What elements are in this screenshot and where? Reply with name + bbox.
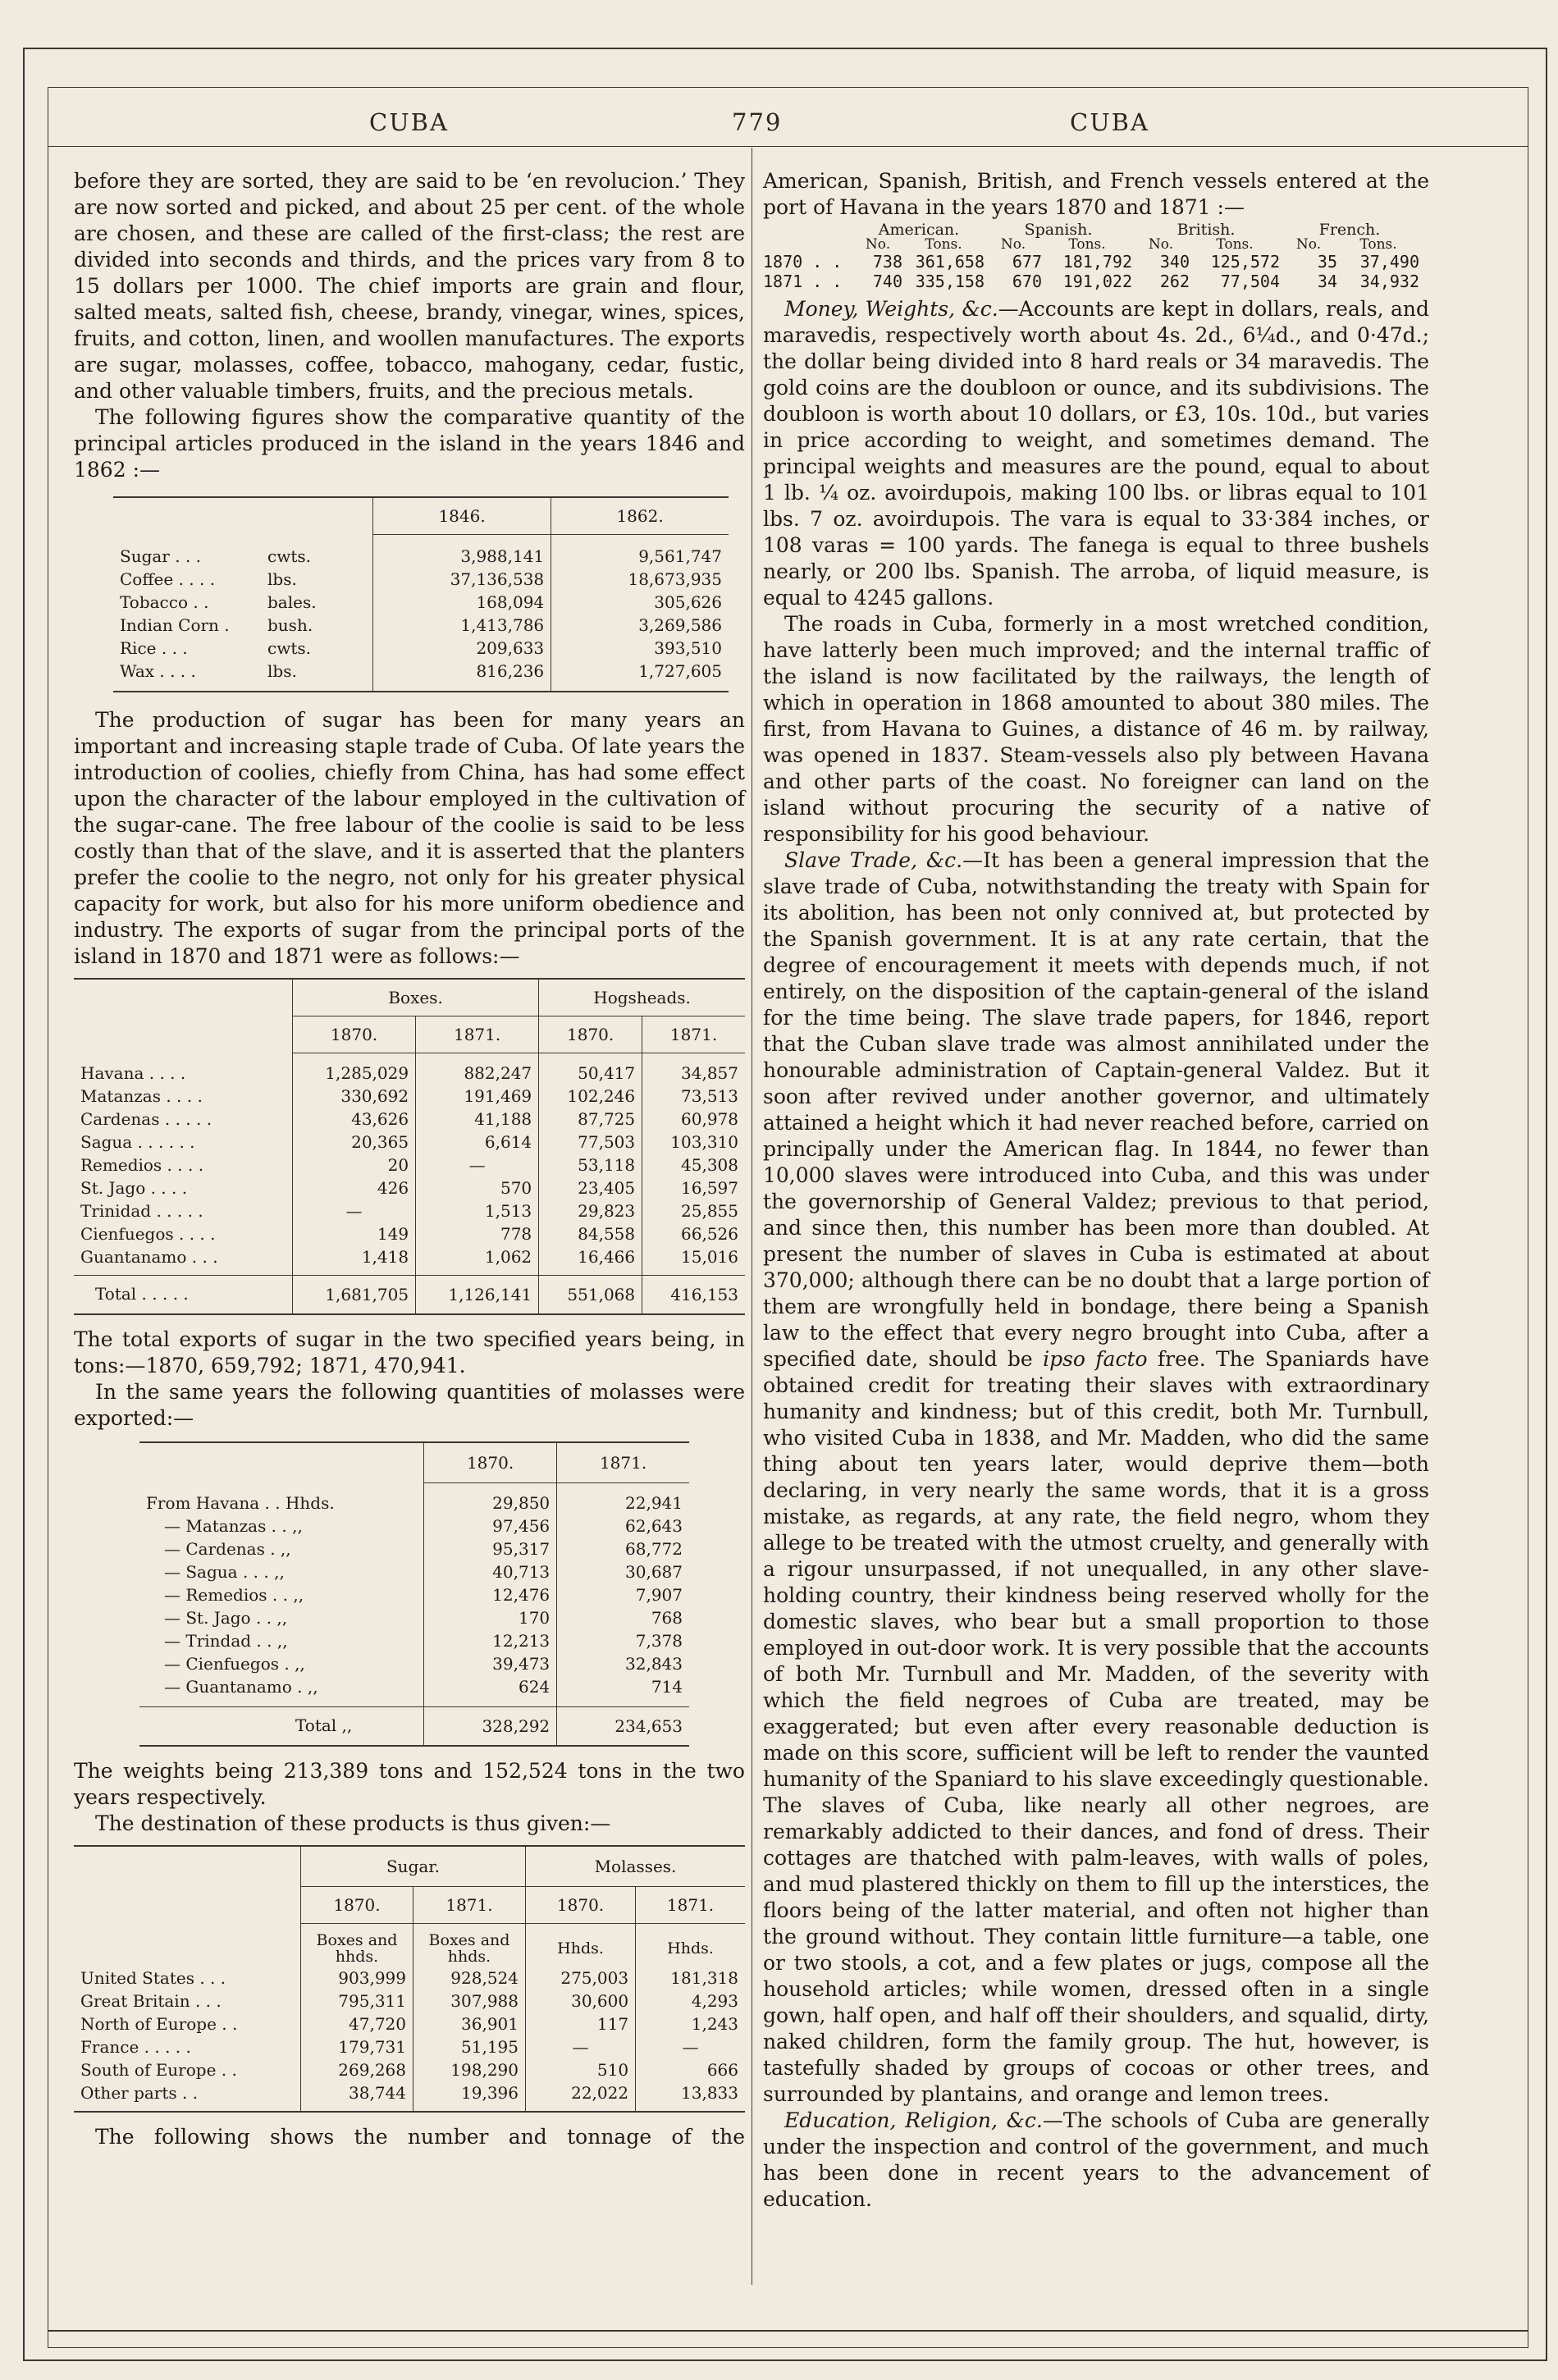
paragraph: In the same years the following quantities of molasses were exported:— bbox=[74, 1380, 745, 1430]
value: 426 bbox=[293, 1176, 416, 1199]
value: 1,513 bbox=[416, 1199, 539, 1222]
value: 740 bbox=[872, 272, 902, 291]
value: 45,308 bbox=[642, 1153, 745, 1176]
table-row bbox=[113, 535, 729, 569]
value: 125,572 bbox=[1210, 252, 1280, 272]
value: 34,857 bbox=[642, 1053, 745, 1085]
value: — bbox=[526, 2035, 636, 2058]
value: 1,418 bbox=[293, 1245, 416, 1276]
value: 84,558 bbox=[539, 1222, 642, 1245]
paragraph: before they are sorted, they are said to be ‘en revolucion.’ They are now sorted and picked, and about 25 per cent. of the whole are chosen, and these are called of the first-class; the rest are divided into seconds and thirds, and the prices vary from 8 to 15 dollars per 1000. The chief imports are grain and flour, salted meats, salted fish, cheese, brandy, vinegar, wines, spices, fruits, and cotton, linen, and woollen manufactures. The exports are sugar, molasses, coffee, tobacco, mahogany, cedar, fustic, and other valuable timbers, fruits, and the precious metals. bbox=[74, 169, 745, 403]
value: 170 bbox=[424, 1606, 557, 1629]
group-boxes: Boxes. bbox=[293, 980, 539, 1016]
section-text: free. The Spaniards have obtained credit for treating their slaves with extraordinary humanity and kindness; but of this credit, both Mr. Turnbull, who visited Cuba in 1838, and Mr. Madden, who did the same thing about ten years later, would deprive them—both declaring, in very nearly the same words, that it is a gross mistake, as regards, at any rate, the field negro, whom they allege to be treated with the utmost cruelty, and generally with a rigour unsurpassed, if not unequalled, in any other slave-holding country, their kindness being reserved wholly for the domestic slaves, who bear but a small proportion to those employed in out-door work. It is very possible that the accounts of both Mr. Turnbull and Mr. Madden, of the severity with which the field negroes of Cuba are treated, may be exaggerated; but even after every reasonable deduction is made on this score, sufficient will be left to render the vaunted humanity of the Spaniard to his slave exceedingly questionable. The slaves of Cuba, like nearly all other negroes, are remarkably addicted to their dances, and fond of dress. Their cottages are thatched with palm-leaves, with walls of poles, and mud plastered thickly on them to fill up the interstices, the floors being of the latter material, and often not higher than the ground without. They contain little furniture—a table, one or two stools, a cot, and a few plates or jugs, compose all the household articles; while women, dressed often in a single gown, half open, and half off their shoulders, and squalid, dirty, naked children, form the family group. The hut, however, is tastefully shaded by groups of cocoas or other trees, and surrounded by plantains, and orange and lemon trees. bbox=[763, 1347, 1430, 2106]
port: Havana . . . . bbox=[80, 1062, 186, 1083]
section-text: —The schools of Cuba are generally under the inspection and control of the government, and much has been done in recent years to the advancement of education. bbox=[763, 2108, 1429, 2211]
value: 670 bbox=[1012, 272, 1042, 291]
value: 39,473 bbox=[424, 1652, 557, 1675]
port: Cienfuegos . . . . bbox=[80, 1224, 216, 1244]
value: 34,932 bbox=[1359, 272, 1419, 291]
value: 179,731 bbox=[301, 2035, 413, 2058]
value: 714 bbox=[557, 1675, 689, 1707]
total-value: 1,126,141 bbox=[416, 1276, 539, 1314]
value: 768 bbox=[557, 1606, 689, 1629]
sugar-exports-table bbox=[74, 978, 745, 1315]
year: 1870 . . bbox=[763, 252, 843, 272]
col-year: 1870. bbox=[526, 1887, 636, 1924]
table-row bbox=[139, 1483, 689, 1515]
nation: Spanish. bbox=[1024, 221, 1093, 239]
paragraph: The weights being 213,389 tons and 152,524 tons in the two years respectively. bbox=[74, 1759, 745, 1809]
sub-label: No. bbox=[1148, 236, 1174, 253]
source: — St. Jago . . ,, bbox=[164, 1608, 288, 1628]
value: 330,692 bbox=[293, 1085, 416, 1108]
sub-label: Tons. bbox=[925, 236, 962, 253]
sub-label: Tons. bbox=[1216, 236, 1254, 253]
source: — Trindad . . ,, bbox=[164, 1631, 288, 1651]
paragraph: The destination of these products is thus given:— bbox=[95, 1811, 611, 1835]
total-value: 551,068 bbox=[539, 1276, 642, 1314]
col-year: 1871. bbox=[416, 1016, 539, 1053]
value: 1,413,786 bbox=[373, 614, 551, 637]
table-row bbox=[74, 2035, 745, 2058]
value: 103,310 bbox=[642, 1131, 745, 1153]
page-number: 779 bbox=[732, 108, 783, 136]
col-year: 1870. bbox=[293, 1016, 416, 1053]
table-row bbox=[139, 1514, 689, 1537]
col-1846: 1846. bbox=[373, 498, 551, 535]
paragraph: The roads in Cuba, formerly in a most wretched condition, have latterly been much improved; and the internal traffic of the island is now facilitated by the railways, the length of which in operation in 1868 amounted to about 380 miles. The first, from Havana to Guines, a distance of 46 m. by railway, was opened in 1837. Steam-vessels also ply between Havana and other parts of the coast. No foreigner can land on the island without procuring the security of a native of responsibility for his good behaviour. bbox=[763, 612, 1429, 846]
value: 181,318 bbox=[636, 1967, 745, 1989]
value: 95,317 bbox=[424, 1537, 557, 1560]
value: 29,823 bbox=[539, 1199, 642, 1222]
unit: lbs. bbox=[267, 661, 297, 681]
value: 1,243 bbox=[636, 2012, 745, 2035]
sub-label: Tons. bbox=[1068, 236, 1106, 253]
group-molasses: Molasses. bbox=[526, 1847, 746, 1887]
right-column bbox=[763, 168, 1429, 2213]
item: Rice . . . bbox=[120, 638, 188, 658]
total-value: 328,292 bbox=[424, 1707, 557, 1746]
port: Cardenas . . . . . bbox=[80, 1109, 212, 1129]
item: Indian Corn . bbox=[120, 615, 230, 635]
value: 15,016 bbox=[642, 1245, 745, 1276]
value: 29,850 bbox=[424, 1483, 557, 1515]
value: 393,510 bbox=[551, 637, 729, 660]
total-row bbox=[74, 1276, 745, 1314]
group-sugar: Sugar. bbox=[301, 1847, 526, 1887]
unit-label: Boxes and hhds. bbox=[301, 1924, 413, 1967]
destination: France . . . . . bbox=[80, 2037, 191, 2057]
value: 68,772 bbox=[557, 1537, 689, 1560]
table-row bbox=[74, 1245, 745, 1276]
paragraph bbox=[763, 296, 1429, 611]
destination: Other parts . . bbox=[80, 2083, 199, 2103]
table-row bbox=[113, 614, 729, 637]
value: 361,658 bbox=[915, 252, 985, 272]
item: Tobacco . . bbox=[120, 592, 209, 612]
value: 43,626 bbox=[293, 1108, 416, 1131]
table-row bbox=[139, 1629, 689, 1652]
value: 12,476 bbox=[424, 1583, 557, 1606]
table-row bbox=[113, 568, 729, 591]
source: — Remedios . . ,, bbox=[164, 1585, 304, 1605]
port: Matanzas . . . . bbox=[80, 1086, 203, 1106]
col-year: 1871. bbox=[636, 1887, 745, 1924]
table-row bbox=[74, 1989, 745, 2012]
footer-rule bbox=[48, 2330, 1528, 2332]
year: 1871 . . bbox=[763, 272, 843, 291]
value: 1,727,605 bbox=[551, 660, 729, 691]
item: Sugar . . . bbox=[120, 546, 202, 566]
col-year: 1871. bbox=[642, 1016, 745, 1053]
value: 6,614 bbox=[416, 1131, 539, 1153]
unit-label: Hhds. bbox=[636, 1924, 745, 1967]
value: 34 bbox=[1317, 272, 1337, 291]
value: 677 bbox=[1012, 252, 1042, 272]
value: 35 bbox=[1317, 252, 1337, 272]
value: 30,687 bbox=[557, 1560, 689, 1583]
source: — Guantanamo . ,, bbox=[164, 1677, 318, 1697]
destination: South of Europe . . bbox=[80, 2060, 237, 2080]
table-row bbox=[139, 1652, 689, 1675]
value: 275,003 bbox=[526, 1967, 636, 1989]
item: Coffee . . . . bbox=[120, 569, 216, 589]
port: Sagua . . . . . . bbox=[80, 1132, 195, 1152]
section-title: Slave Trade, &c. bbox=[784, 848, 963, 872]
paragraph bbox=[763, 2108, 1429, 2213]
value: 795,311 bbox=[301, 1989, 413, 2012]
source: — Cardenas . ,, bbox=[164, 1539, 291, 1559]
value: 38,744 bbox=[301, 2081, 413, 2111]
value: 20 bbox=[293, 1153, 416, 1176]
value: 9,561,747 bbox=[551, 535, 729, 569]
value: 262 bbox=[1159, 272, 1190, 291]
table-row bbox=[74, 1176, 745, 1199]
value: 87,725 bbox=[539, 1108, 642, 1131]
value: 269,268 bbox=[301, 2058, 413, 2081]
value: 340 bbox=[1159, 252, 1190, 272]
value: 16,597 bbox=[642, 1176, 745, 1199]
nation: French. bbox=[1318, 221, 1381, 239]
value: 77,504 bbox=[1220, 272, 1280, 291]
value: 903,999 bbox=[301, 1967, 413, 1989]
section-title: Education, Religion, &c. bbox=[784, 2108, 1043, 2132]
header-rule bbox=[48, 146, 1528, 147]
unit-label: Boxes and hhds. bbox=[413, 1924, 526, 1967]
value: 50,417 bbox=[539, 1053, 642, 1085]
value: 928,524 bbox=[413, 1967, 526, 1989]
value: 22,941 bbox=[557, 1483, 689, 1515]
value: — bbox=[293, 1199, 416, 1222]
total-row bbox=[139, 1707, 689, 1746]
table-row bbox=[113, 660, 729, 691]
destination: North of Europe . . bbox=[80, 2014, 238, 2034]
value: 37,136,538 bbox=[373, 568, 551, 591]
unit: cwts. bbox=[267, 638, 311, 658]
value: 570 bbox=[416, 1176, 539, 1199]
value: 666 bbox=[636, 2058, 745, 2081]
destination: United States . . . bbox=[80, 1968, 226, 1988]
value: 19,396 bbox=[413, 2081, 526, 2111]
value: 20,365 bbox=[293, 1131, 416, 1153]
value: 335,158 bbox=[915, 272, 985, 291]
unit: bales. bbox=[267, 592, 317, 612]
sub-label: Tons. bbox=[1359, 236, 1397, 253]
section-title: Money, Weights, &c. bbox=[784, 297, 998, 321]
value: 66,526 bbox=[642, 1222, 745, 1245]
paragraph: The following figures show the comparative quantity of the principal articles produced in the island in the years 1846 and 1862 :— bbox=[74, 405, 745, 482]
value: 40,713 bbox=[424, 1560, 557, 1583]
destination: Great Britain . . . bbox=[80, 1991, 222, 2011]
destination-table bbox=[74, 1845, 745, 2113]
value: 25,855 bbox=[642, 1199, 745, 1222]
value: 510 bbox=[526, 2058, 636, 2081]
table-row bbox=[113, 591, 729, 614]
paragraph: American, Spanish, British, and French vessels entered at the port of Havana in the years 1870 and 1871 :— bbox=[763, 169, 1429, 219]
value: 624 bbox=[424, 1675, 557, 1707]
source: — Matanzas . . ,, bbox=[164, 1516, 303, 1536]
port: Guantanamo . . . bbox=[80, 1247, 218, 1267]
value: 3,988,141 bbox=[373, 535, 551, 569]
total-value: 1,681,705 bbox=[293, 1276, 416, 1314]
table-row bbox=[74, 1131, 745, 1153]
table-row bbox=[74, 1967, 745, 1989]
unit: cwts. bbox=[267, 546, 311, 566]
value: 60,978 bbox=[642, 1108, 745, 1131]
nation: British. bbox=[1176, 221, 1236, 239]
value: 36,901 bbox=[413, 2012, 526, 2035]
col-year: 1871. bbox=[413, 1887, 526, 1924]
value: 198,290 bbox=[413, 2058, 526, 2081]
source: — Sagua . . . ,, bbox=[164, 1562, 285, 1582]
value: 191,022 bbox=[1062, 272, 1132, 291]
value: 7,378 bbox=[557, 1629, 689, 1652]
value: 816,236 bbox=[373, 660, 551, 691]
left-column bbox=[74, 168, 745, 2150]
value: 102,246 bbox=[539, 1085, 642, 1108]
paragraph: The total exports of sugar in the two specified years being, in tons:—1870, 659,792; 1871, 470,941. bbox=[74, 1327, 745, 1377]
value: 73,513 bbox=[642, 1085, 745, 1108]
value: 1,062 bbox=[416, 1245, 539, 1276]
value: 7,907 bbox=[557, 1583, 689, 1606]
source: — Cienfuegos . ,, bbox=[164, 1654, 305, 1674]
paragraph: The production of sugar has been for many years an important and increasing staple trade of Cuba. Of late years the introduction of coolies, chiefly from China, has had some effect upon the character of the labour employed in the cultivation of the sugar-cane. The free labour of the coolie is said to be less costly than that of the slave, and it is asserted that the planters prefer the coolie to the negro, not only for his greater physical capacity for work, but also for his more uniform obedience and industry. The exports of sugar from the principal ports of the island in 1870 and 1871 were as follows:— bbox=[74, 708, 745, 968]
col-year: 1870. bbox=[539, 1016, 642, 1053]
molasses-table bbox=[139, 1441, 689, 1747]
value: 191,469 bbox=[416, 1085, 539, 1108]
col-year: 1870. bbox=[424, 1443, 557, 1483]
value: 32,843 bbox=[557, 1652, 689, 1675]
value: 18,673,935 bbox=[551, 568, 729, 591]
unit-label: Hhds. bbox=[526, 1924, 636, 1967]
value: 305,626 bbox=[551, 591, 729, 614]
value: 307,988 bbox=[413, 1989, 526, 2012]
port: Trinidad . . . . . bbox=[80, 1201, 203, 1221]
table-row bbox=[139, 1606, 689, 1629]
col-year: 1870. bbox=[301, 1887, 413, 1924]
table-row bbox=[74, 2012, 745, 2035]
item: Wax . . . . bbox=[120, 661, 196, 681]
table-row bbox=[74, 1222, 745, 1245]
production-table bbox=[113, 496, 729, 692]
value: 37,490 bbox=[1359, 252, 1419, 272]
vessels-table bbox=[763, 222, 1429, 291]
value: 117 bbox=[526, 2012, 636, 2035]
table-row bbox=[139, 1675, 689, 1707]
group-hogsheads: Hogsheads. bbox=[539, 980, 745, 1016]
unit: bush. bbox=[267, 615, 313, 635]
value: 51,195 bbox=[413, 2035, 526, 2058]
value: 209,633 bbox=[373, 637, 551, 660]
value: 16,466 bbox=[539, 1245, 642, 1276]
col-1862: 1862. bbox=[551, 498, 729, 535]
value: 778 bbox=[416, 1222, 539, 1245]
table-row bbox=[763, 252, 1429, 272]
value: 13,833 bbox=[636, 2081, 745, 2111]
table-row bbox=[139, 1537, 689, 1560]
section-text: —Accounts are kept in dollars, reals, and maravedis, respectively worth about 4s. 2d., 6¼d., and 0·47d.; the dollar being divided into 8 hard reals or 34 maravedis. The gold coins are the doubloon or ounce, and its subdivisions. The doubloon is worth about 10 dollars, or £3, 10s. 10d., but varies in price according to weight, and sometimes demand. The principal weights and measures are the pound, equal to about 1 lb. ¼ oz. avoirdupois, making 100 lbs. or libras equal to 101 lbs. 7 oz. avoirdupois. The vara is equal to 33·384 inches, or 108 varas = 100 yards. The fanega is equal to three bushels nearly, or 200 lbs. Spanish. The arroba, of liquid measure, is equal to 4245 gallons. bbox=[763, 297, 1430, 610]
table-row bbox=[74, 2058, 745, 2081]
value: 23,405 bbox=[539, 1176, 642, 1199]
value: 47,720 bbox=[301, 2012, 413, 2035]
table-row bbox=[74, 1153, 745, 1176]
value: 53,118 bbox=[539, 1153, 642, 1176]
value: 97,456 bbox=[424, 1514, 557, 1537]
port: Remedios . . . . bbox=[80, 1155, 204, 1175]
value: 4,293 bbox=[636, 1989, 745, 2012]
total-label: Total ,, bbox=[295, 1715, 353, 1735]
paragraph: The following shows the number and tonnage of the bbox=[95, 2125, 745, 2149]
running-head-right: CUBA bbox=[1070, 108, 1149, 136]
value: 77,503 bbox=[539, 1131, 642, 1153]
value: 22,022 bbox=[526, 2081, 636, 2111]
value: — bbox=[416, 1153, 539, 1176]
table-row bbox=[113, 637, 729, 660]
table-row bbox=[74, 1053, 745, 1085]
sub-label: No. bbox=[865, 236, 891, 253]
sub-label: No. bbox=[1000, 236, 1026, 253]
total-value: 234,653 bbox=[557, 1707, 689, 1746]
col-year: 1871. bbox=[557, 1443, 689, 1483]
total-label: Total . . . . . bbox=[95, 1284, 189, 1304]
table-row bbox=[74, 2081, 745, 2111]
value: 738 bbox=[872, 252, 902, 272]
sub-label: No. bbox=[1295, 236, 1322, 253]
value: — bbox=[636, 2035, 745, 2058]
nation: American. bbox=[878, 221, 960, 239]
value: 1,285,029 bbox=[293, 1053, 416, 1085]
italic-term: ipso facto bbox=[1043, 1347, 1148, 1371]
unit: lbs. bbox=[267, 569, 297, 589]
value: 30,600 bbox=[526, 1989, 636, 2012]
source: From Havana . . Hhds. bbox=[146, 1492, 335, 1513]
value: 3,269,586 bbox=[551, 614, 729, 637]
table-row bbox=[74, 1199, 745, 1222]
value: 181,792 bbox=[1062, 252, 1132, 272]
table-row bbox=[763, 272, 1429, 291]
value: 882,247 bbox=[416, 1053, 539, 1085]
running-head-left: CUBA bbox=[369, 108, 449, 136]
table-row bbox=[139, 1560, 689, 1583]
value: 149 bbox=[293, 1222, 416, 1245]
value: 62,643 bbox=[557, 1514, 689, 1537]
table-row bbox=[74, 1108, 745, 1131]
port: St. Jago . . . . bbox=[80, 1178, 188, 1198]
paragraph bbox=[763, 847, 1429, 2108]
total-value: 416,153 bbox=[642, 1276, 745, 1314]
value: 41,188 bbox=[416, 1108, 539, 1131]
value: 12,213 bbox=[424, 1629, 557, 1652]
table-row bbox=[139, 1583, 689, 1606]
value: 168,094 bbox=[373, 591, 551, 614]
table-row bbox=[74, 1085, 745, 1108]
section-text: —It has been a general impression that the slave trade of Cuba, notwithstanding the treaty with Spain for its abolition, has been not only connived at, but protected by the Spanish government. It is at any rate certain, that the degree of encouragement it meets with depends much, if not entirely, on the disposition of the captain-general of the island for the time being. The slave trade papers, for 1846, report that the Cuban slave trade was almost annihilated under the honourable administration of Captain-general Valdez. But it soon after revived under another governor, and ultimately attained a height which it had never reached before, carried on principally under the American flag. In 1844, no fewer than 10,000 slaves were introduced into Cuba, and this was under the governorship of General Valdez; previous to that period, and since then, this number has been more than doubled. At present the number of slaves in Cuba is estimated at about 370,000; although there can be no doubt that a large portion of them are wrongfully held in bondage, there being a Spanish law to the effect that every negro brought into Cuba, after a specified date, should be bbox=[763, 848, 1429, 1371]
